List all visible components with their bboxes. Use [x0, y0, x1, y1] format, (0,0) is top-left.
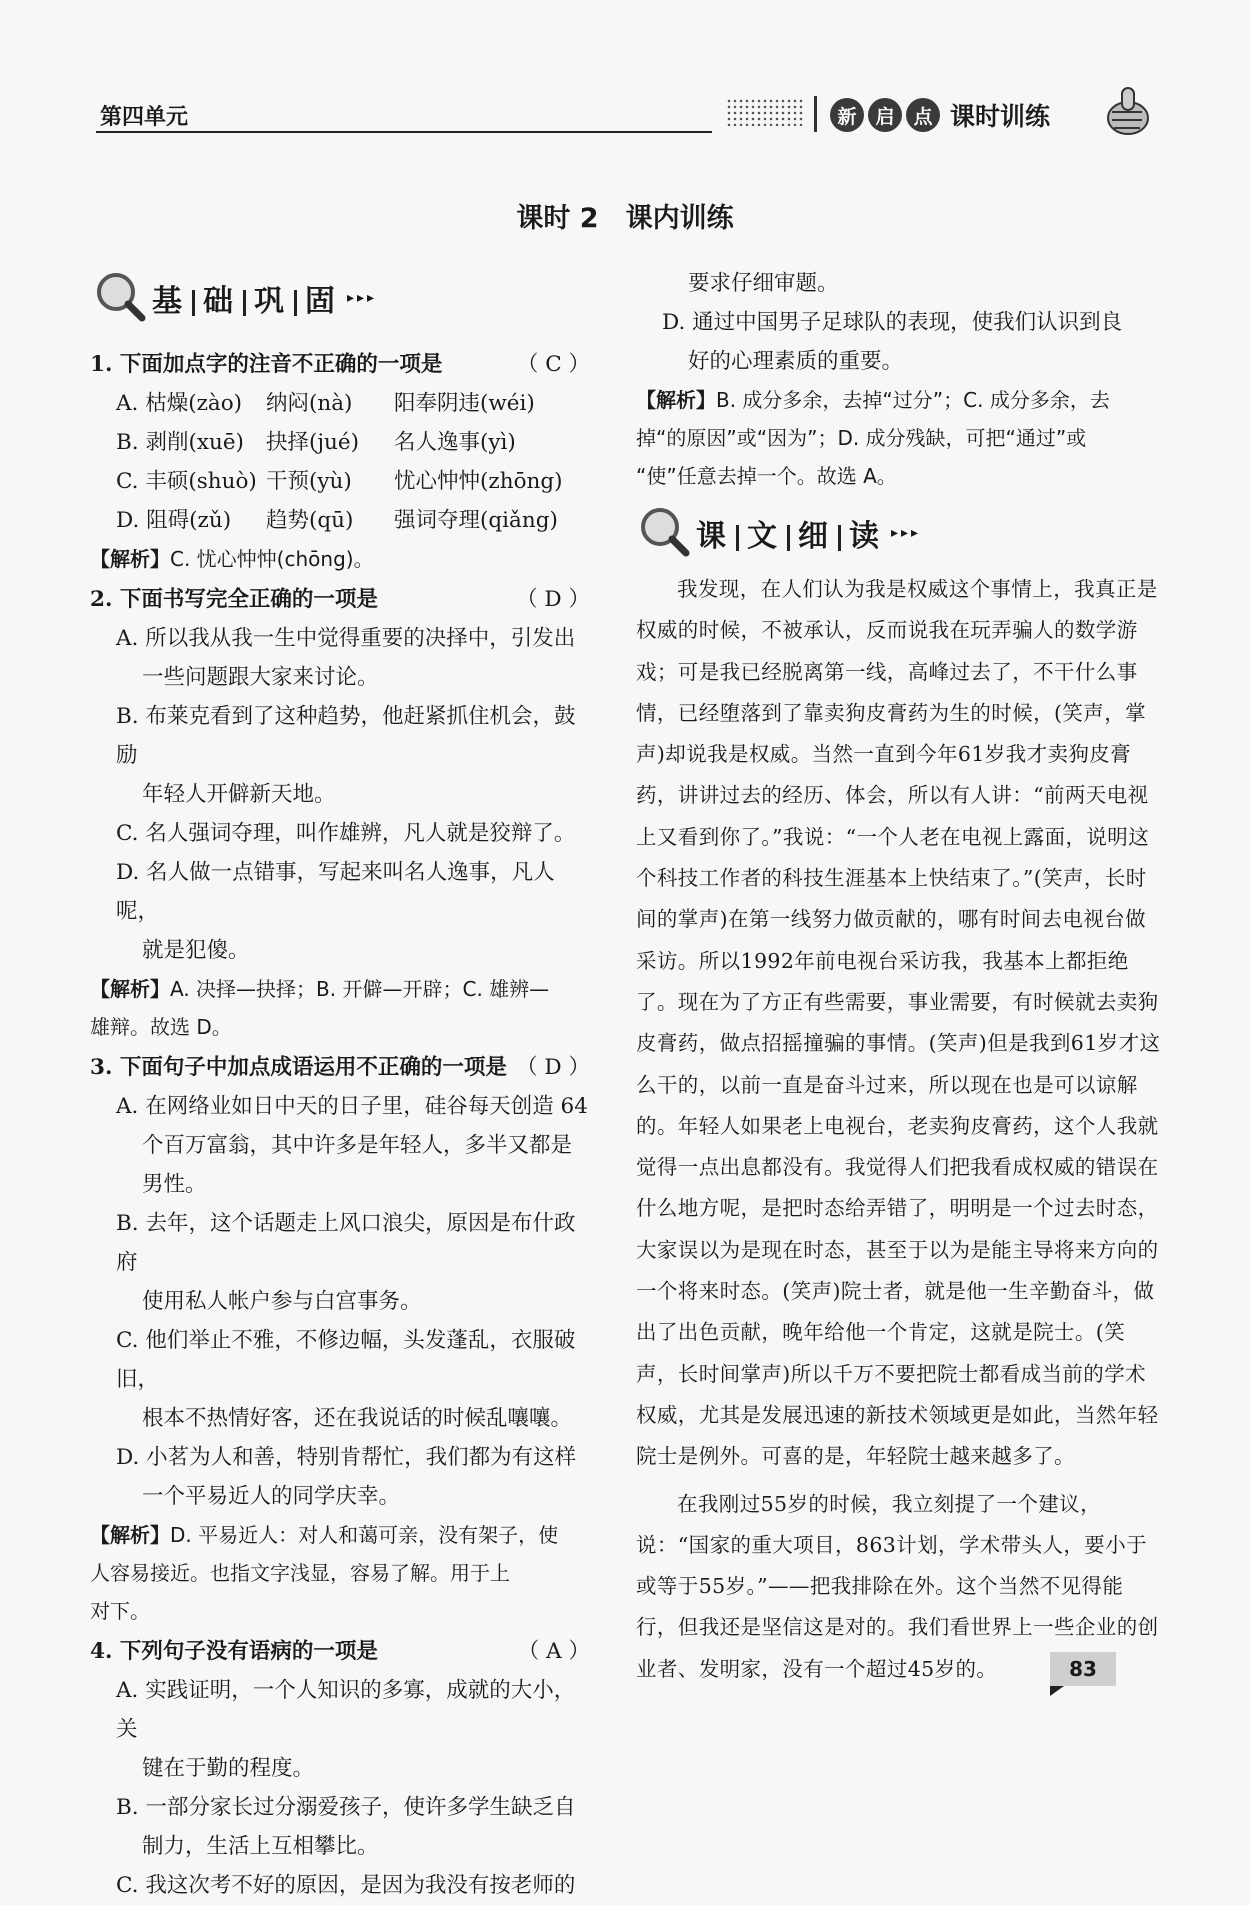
option-row: C. 丰硕(shuò) 干预(yù) 忧心忡忡(zhōng)	[116, 469, 563, 494]
explanation: 【解析】A. 决择—抉择；B. 开僻—开辟；C. 雄辨—	[90, 977, 550, 1001]
option-d: D. 名人做一点错事，写起来叫名人逸事，凡人呢，	[116, 860, 555, 924]
arrows: ▸▸▸	[891, 525, 922, 541]
question-3	[90, 1048, 590, 1630]
heading-char: 课	[696, 519, 728, 554]
option-d-cont: 一个平易近人的同学庆幸。	[142, 1484, 401, 1509]
heading-char: 巩	[254, 284, 286, 319]
option-b-cont: 使用私人帐户参与白宫事务。	[142, 1289, 422, 1314]
option-b: B. 一部分家长过分溺爱孩子，使许多学生缺乏自	[116, 1795, 576, 1820]
page-title: 课时 2 课内训练	[516, 203, 734, 234]
section-reading-heading	[636, 505, 1164, 561]
option-a-cont: 一些问题跟大家来讨论。	[142, 665, 379, 690]
option-d-cont: 就是犯傻。	[142, 938, 250, 963]
unit-label: 第四单元	[100, 104, 189, 130]
explanation-cont: 对下。	[90, 1599, 150, 1623]
heading-char: 细	[798, 519, 830, 554]
question-stem: 4. 下列句子没有语病的一项是	[90, 1639, 378, 1664]
option-c: C. 我这次考不好的原因，是因为我没有按老师的	[116, 1873, 576, 1898]
option-d-cont: 好的心理素质的重要。	[688, 349, 904, 374]
heading-char: 基	[152, 284, 184, 319]
right-column	[636, 264, 1164, 1690]
arrows: ▸▸▸	[347, 290, 378, 306]
reading-paragraph-2: 在我刚过55岁的时候，我立刻提了一个建议，说：“国家的重大项目，863计划，学术带头人，要小于或等于55岁。”——把我排除在外。这个当然不见得能行，但我还是坚信这是对的。我们看世界上一些企业的创业者、发明家，没有一个超过45岁的。	[636, 1491, 1159, 1681]
section-title	[696, 511, 881, 555]
option-d: D. 通过中国男子足球队的表现，使我们认识到良	[662, 310, 1123, 335]
option-a: A. 在网络业如日中天的日子里，硅谷每天创造 64	[116, 1094, 588, 1119]
option-b-cont: 年轻人开僻新天地。	[142, 782, 336, 807]
answer: （ A ）	[517, 1639, 590, 1664]
question-4	[90, 1632, 590, 1905]
option-c: C. 他们举止不雅，不修边幅，头发蓬乱，衣服破旧，	[116, 1328, 576, 1392]
question-stem: 2. 下面书写完全正确的一项是	[90, 587, 378, 612]
question-stem: 3. 下面句子中加点成语运用不正确的一项是	[90, 1055, 507, 1080]
option-row: D. 阻碍(zǔ) 趋势(qū) 强词夺理(qiǎng)	[116, 508, 558, 533]
option-c: C. 名人强词夺理，叫作雄辨，凡人就是狡辩了。	[116, 821, 576, 846]
question-stem: 1. 下面加点字的注音不正确的一项是	[90, 352, 443, 377]
option-a-cont: 男性。	[142, 1172, 207, 1197]
explanation-cont: “使”任意去掉一个。故选 A。	[636, 464, 897, 488]
brand-char: 启	[868, 98, 902, 132]
dot-pattern	[726, 98, 804, 126]
explanation: 【解析】D. 平易近人：对人和蔼可亲，没有架子，使	[90, 1523, 559, 1547]
option-b: B. 去年，这个话题走上风口浪尖，原因是布什政府	[116, 1211, 576, 1275]
page-number: 83	[1050, 1652, 1116, 1686]
option-row: A. 枯燥(zào) 纳闷(nà) 阳奉阴违(wéi)	[116, 391, 535, 416]
brand-logo	[830, 97, 1050, 133]
explanation-cont: 人容易接近。也指文字浅显，容易了解。用于上	[90, 1561, 510, 1585]
option-a-cont: 个百万富翁，其中许多是年轻人，多半又都是	[142, 1133, 573, 1158]
option-a: A. 所以我从我一生中觉得重要的决择中，引发出	[116, 626, 576, 651]
header-divider	[814, 96, 817, 132]
option-c-cont: 根本不热情好客，还在我说话的时候乱嚷嚷。	[142, 1406, 573, 1431]
option-b: B. 布莱克看到了这种趋势，他赶紧抓住机会，鼓励	[116, 704, 576, 768]
question-1	[90, 345, 590, 578]
option-c-cont: 要求仔细审题。	[688, 271, 839, 296]
explanation-cont: 雄辩。故选 D。	[90, 1015, 232, 1039]
heading-char: 文	[747, 519, 779, 554]
magnifier-icon	[92, 270, 148, 326]
answer: （ D ）	[516, 1055, 590, 1080]
explanation: 【解析】C. 忧心忡忡(chōng)。	[90, 547, 374, 571]
reading-paragraph-1: 我发现，在人们认为我是权威这个事情上，我真正是权威的时候，不被承认，反而说我在玩弄骗人的数学游戏；可是我已经脱离第一线，高峰过去了，不干什么事情，已经堕落到了靠卖狗皮膏药为生的时候，(笑声，掌声)却说我是权威。当然一直到今年61岁我才卖狗皮膏药，讲讲过去的经历、体会，所以有人讲：“前两天电视上又看到你了。”我说：“一个人老在电视上露面，说明这个科技工作者的科技生涯基本上快结束了。”(笑声，长时间的掌声)在第一线努力做贡献的，哪有时间去电视台做采访。所以1992年前电视台采访我，我基本上都拒绝了。现在为了方正有些需要，事业需要，有时候就去卖狗皮膏药，做点招摇撞骗的事情。(笑声)但是我到61岁才这么干的，以前一直是奋斗过来，所以现在也是可以谅解的。年轻人如果老上电视台，老卖狗皮膏药，这个人我就觉得一点出息都没有。我觉得人们把我看成权威的错误在什么地方呢，是把时态给弄错了，明明是一个过去时态，大家误以为是现在时态，甚至于以为是能主导将来方向的一个将来时态。(笑声)院士者，就是他一生辛勤奋斗，做出了出色贡献，晚年给他一个肯定，这就是院士。(笑声，长时间掌声)所以千万不要把院士都看成当前的学术权威，尤其是发展迅速的新技术领域更是如此，当然年轻院士是例外。可喜的是，年轻院士越来越多了。	[636, 577, 1161, 1469]
option-a-cont: 键在于勤的程度。	[142, 1756, 315, 1781]
option-d: D. 小茗为人和善，特别肯帮忙，我们都为有这样	[116, 1445, 577, 1470]
brand-text: 课时训练	[950, 102, 1051, 131]
option-b-cont: 制力，生活上互相攀比。	[142, 1834, 379, 1859]
section-title	[152, 276, 337, 320]
heading-char: 础	[203, 284, 235, 319]
answer: （ C ）	[516, 352, 590, 377]
heading-char: 读	[849, 519, 881, 554]
question-2	[90, 580, 590, 1046]
header-rule	[96, 131, 712, 133]
q4-continued	[636, 264, 1164, 495]
brand-char: 点	[906, 98, 940, 132]
page-number-tab	[1050, 1686, 1064, 1696]
option-row: B. 剥削(xuē) 抉择(jué) 名人逸事(yì)	[116, 430, 516, 455]
thumbs-up-icon	[1100, 82, 1156, 138]
answer: （ D ）	[516, 587, 590, 612]
explanation-cont: 掉“的原因”或“因为”；D. 成分残缺，可把“通过”或	[636, 426, 1087, 450]
section-basic-heading	[92, 270, 377, 326]
option-a: A. 实践证明，一个人知识的多寡，成就的大小，关	[116, 1678, 576, 1742]
heading-char: 固	[305, 284, 337, 319]
brand-char: 新	[830, 98, 864, 132]
magnifier-icon	[636, 505, 692, 561]
left-column	[90, 345, 590, 1905]
explanation: 【解析】B. 成分多余，去掉“过分”；C. 成分多余，去	[636, 388, 1110, 412]
